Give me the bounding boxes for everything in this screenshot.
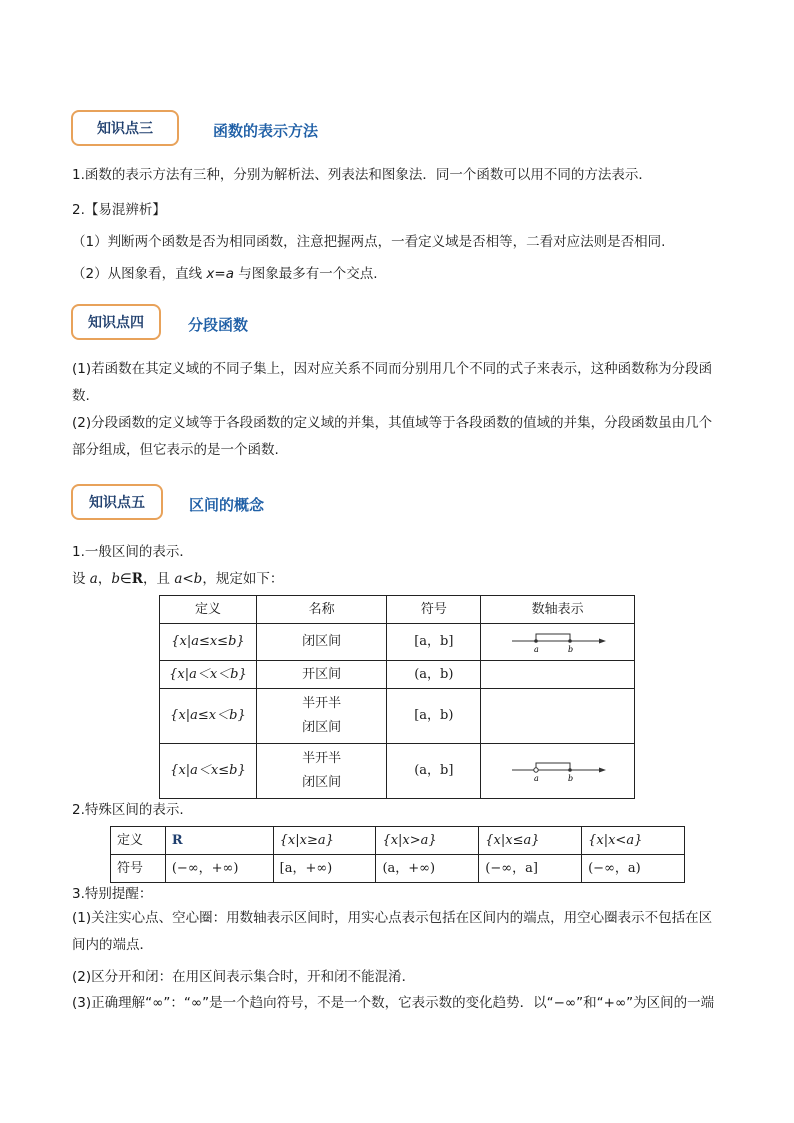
kp4-paragraph-1: (1)若函数在其定义域的不同子集上，因对应关系不同而分别用几个不同的式子来表示，这种函数称为分段函数. [72,361,713,404]
solid-endpoint-a [534,639,538,643]
special-table-def-cell: {x|x>a} [376,827,479,855]
table-row [111,827,685,855]
kp5-p2-s3: ∈ [120,571,132,587]
interval-name [256,744,387,799]
interval-definition: {x|a≤x＜b} [160,689,257,744]
interval-table-header: 定义 [160,596,257,624]
special-table-def-cell: R [165,827,273,855]
solid-endpoint-b [568,639,572,643]
interval-table-header: 符号 [387,596,481,624]
kp5-paragraph-3: 2.特殊区间的表示. [72,802,184,818]
kp5-p2-var-a: a [89,571,98,587]
interval-name-line: 半开半 [302,696,342,711]
kp3-p4-text-a: （2）从图象看，直线 [72,266,207,282]
interval-bracket [536,763,570,770]
number-line-cell [481,661,635,689]
kp5-p2-s1: 设 [72,571,90,587]
table-row [111,855,685,883]
kp5-p2-reals: R [131,571,144,587]
kp5-paragraph-4: 3.特别提醒： [72,886,153,902]
interval-symbol: [a，b) [387,689,481,744]
kp3-p4-math: x=a [206,266,234,282]
number-line-cell [481,624,635,661]
interval-name-line: 开区间 [302,666,342,682]
kp5-paragraph-1: 1.一般区间的表示． [72,544,193,560]
axis-label-a: a [533,645,539,654]
kp3-paragraph-3: （1）判断两个函数是否为相同函数，注意把握两点，一看定义域是否相等，二看对应法则是否相同. [72,234,666,250]
kp4-paragraph-2: (2)分段函数的定义域等于各段函数的定义域的并集，其值域等于各段函数的值域的并集，分段函数虽由几个部分组成，但它表示的是一个函数. [72,415,713,458]
kp5-paragraph-5: (1)关注实心点、空心圈：用数轴表示区间时，用实心点表示包括在区间内的端点，用空心圈表示不包括在区间内的端点． [72,910,713,953]
interval-name-line: 半开半 [302,751,342,766]
interval-name [256,689,387,744]
axis-label-a: a [533,774,539,783]
interval-definition: {x|a＜x≤b} [160,744,257,799]
interval-name [256,661,387,689]
interval-bracket [536,634,570,641]
special-table-sym-cell: [a，+∞) [273,855,376,883]
section-title-kp4: 分段函数 [188,316,249,334]
hollow-endpoint-a [533,768,537,772]
kp5-p2-ineq: a<b [174,571,203,587]
special-table-row-label: 定义 [111,827,166,855]
interval-definition: {x|a≤x≤b} [160,624,257,661]
special-table-sym-cell: (−∞，a) [582,855,685,883]
kp5-paragraph-7: (3)正确理解“∞”：“∞”是一个趋向符号，不是一个数，它表示数的变化趋势．以“−∞”和“+∞”为区间的一端 [72,995,715,1011]
kp5-paragraph-2 [72,569,283,589]
kp3-paragraph-2: 2.【易混辨析】 [72,202,166,218]
axis-arrow-icon [599,639,606,644]
number-line-closed [510,629,606,655]
section-badge-kp5: 知识点五 [71,484,163,520]
section-title-kp5: 区间的概念 [189,496,265,514]
interval-table [159,595,635,799]
kp5-p2-s5: ，规定如下： [202,571,284,587]
number-line-cell [481,744,635,799]
interval-table-header-row [160,596,635,624]
interval-symbol: [a，b] [387,624,481,661]
section-badge-kp3: 知识点三 [71,110,179,146]
interval-name-line: 闭区间 [302,720,342,735]
special-table-def-cell: {x|x<a} [582,827,685,855]
axis-label-b: b [567,645,573,654]
special-table-sym-cell: (a，+∞) [376,855,479,883]
kp5-p2-s4: ，且 [143,571,175,587]
interval-definition: {x|a＜x＜b} [160,661,257,689]
section-title-kp3: 函数的表示方法 [213,122,319,140]
interval-table-header: 名称 [256,596,387,624]
special-table-def-cell: {x|x≤a} [479,827,582,855]
axis-arrow-icon [599,768,606,773]
table-row [160,624,635,661]
kp3-paragraph-4 [72,264,378,284]
solid-endpoint-b [568,768,572,772]
special-table-sym-cell: (−∞，a] [479,855,582,883]
table-row [160,689,635,744]
kp3-paragraph-1: 1.函数的表示方法有三种，分别为解析法、列表法和图象法．同一个函数可以用不同的方法表示． [72,167,652,183]
number-line-half-open [510,758,606,784]
interval-symbol: (a，b) [387,661,481,689]
table-row [160,744,635,799]
special-table-row-label: 符号 [111,855,166,883]
special-table-sym-cell: (−∞，+∞) [165,855,273,883]
interval-name-line: 闭区间 [302,775,342,790]
section-badge-kp4: 知识点四 [71,304,161,340]
kp5-paragraph-6: (2)区分开和闭：在用区间表示集合时，开和闭不能混淆． [72,969,416,985]
axis-label-b: b [567,774,573,783]
kp5-p2-s2: ， [97,571,112,587]
special-table-def-cell: {x|x≥a} [273,827,376,855]
kp5-p2-var-b: b [111,571,121,587]
number-line-cell [481,689,635,744]
interval-table-header: 数轴表示 [481,596,635,624]
interval-name-line: 闭区间 [302,634,342,649]
table-row [160,661,635,689]
interval-symbol: (a，b] [387,744,481,799]
interval-name [256,624,387,661]
special-interval-table [110,826,685,883]
kp3-p4-text-c: 与图象最多有一个交点. [233,266,378,282]
